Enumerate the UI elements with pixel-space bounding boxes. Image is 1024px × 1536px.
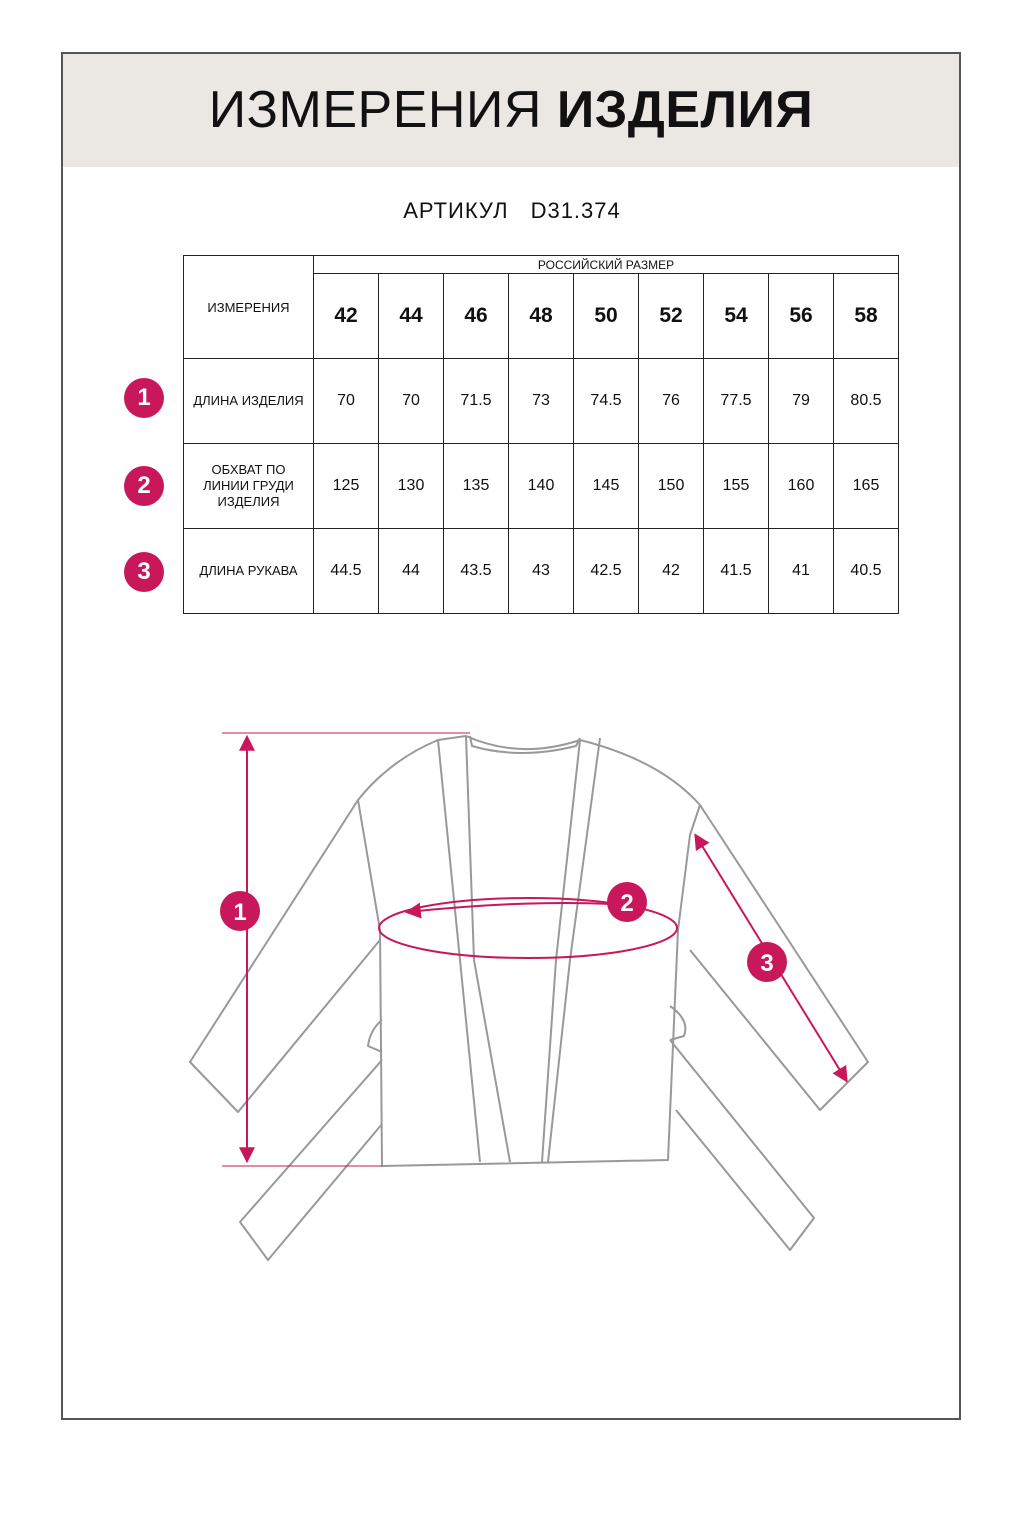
table-cell: 70	[379, 359, 444, 444]
table-cell: 80.5	[834, 359, 899, 444]
table-cell: 40.5	[834, 529, 899, 614]
table-cell: 70	[314, 359, 379, 444]
svg-text:1: 1	[233, 899, 247, 926]
table-cell: 130	[379, 444, 444, 529]
table-cell: 135	[444, 444, 509, 529]
table-cell: 76	[639, 359, 704, 444]
table-cell: 74.5	[574, 359, 639, 444]
table-cell: 71.5	[444, 359, 509, 444]
table-cell: 77.5	[704, 359, 769, 444]
row-badge-3: 3	[124, 552, 164, 592]
table-cell: 42	[639, 529, 704, 614]
table-cell: 44	[379, 529, 444, 614]
table-cell: 43	[509, 529, 574, 614]
table-cell: 42.5	[574, 529, 639, 614]
row-label-chest: ОБХВАТ ПО ЛИНИИ ГРУДИ ИЗДЕЛИЯ	[184, 444, 314, 529]
diagram-badge-1	[220, 891, 260, 931]
table-cell: 125	[314, 444, 379, 529]
size-header: 52	[639, 274, 704, 359]
size-header: 42	[314, 274, 379, 359]
size-caption: РОССИЙСКИЙ РАЗМЕР	[314, 256, 899, 274]
row-label-length: ДЛИНА ИЗДЕЛИЯ	[184, 359, 314, 444]
diagram-badge-3	[747, 942, 787, 982]
table-cell: 145	[574, 444, 639, 529]
row-label-sleeve: ДЛИНА РУКАВА	[184, 529, 314, 614]
table-cell: 160	[769, 444, 834, 529]
jacket-sketch	[190, 736, 868, 1260]
size-header: 58	[834, 274, 899, 359]
size-header: 50	[574, 274, 639, 359]
table-cell: 73	[509, 359, 574, 444]
size-header: 48	[509, 274, 574, 359]
title-light: ИЗМЕРЕНИЯ	[208, 81, 542, 139]
row-badge-1: 1	[124, 378, 164, 418]
table-cell: 43.5	[444, 529, 509, 614]
table-cell: 44.5	[314, 529, 379, 614]
table-cell: 41	[769, 529, 834, 614]
article-label: АРТИКУЛ	[403, 198, 509, 223]
article-code: D31.374	[530, 198, 621, 223]
size-header: 54	[704, 274, 769, 359]
table-cell: 155	[704, 444, 769, 529]
table-cell: 41.5	[704, 529, 769, 614]
size-header: 44	[379, 274, 444, 359]
title-bold: ИЗДЕЛИЯ	[556, 81, 814, 139]
table-cell: 165	[834, 444, 899, 529]
size-header: 46	[444, 274, 509, 359]
size-header: 56	[769, 274, 834, 359]
row-badge-2: 2	[124, 466, 164, 506]
table-cell: 150	[639, 444, 704, 529]
measure-header: ИЗМЕРЕНИЯ	[184, 256, 314, 359]
table-cell: 140	[509, 444, 574, 529]
svg-text:3: 3	[760, 950, 774, 977]
diagram-badge-2	[607, 882, 647, 922]
table-cell: 79	[769, 359, 834, 444]
svg-text:2: 2	[620, 890, 634, 917]
